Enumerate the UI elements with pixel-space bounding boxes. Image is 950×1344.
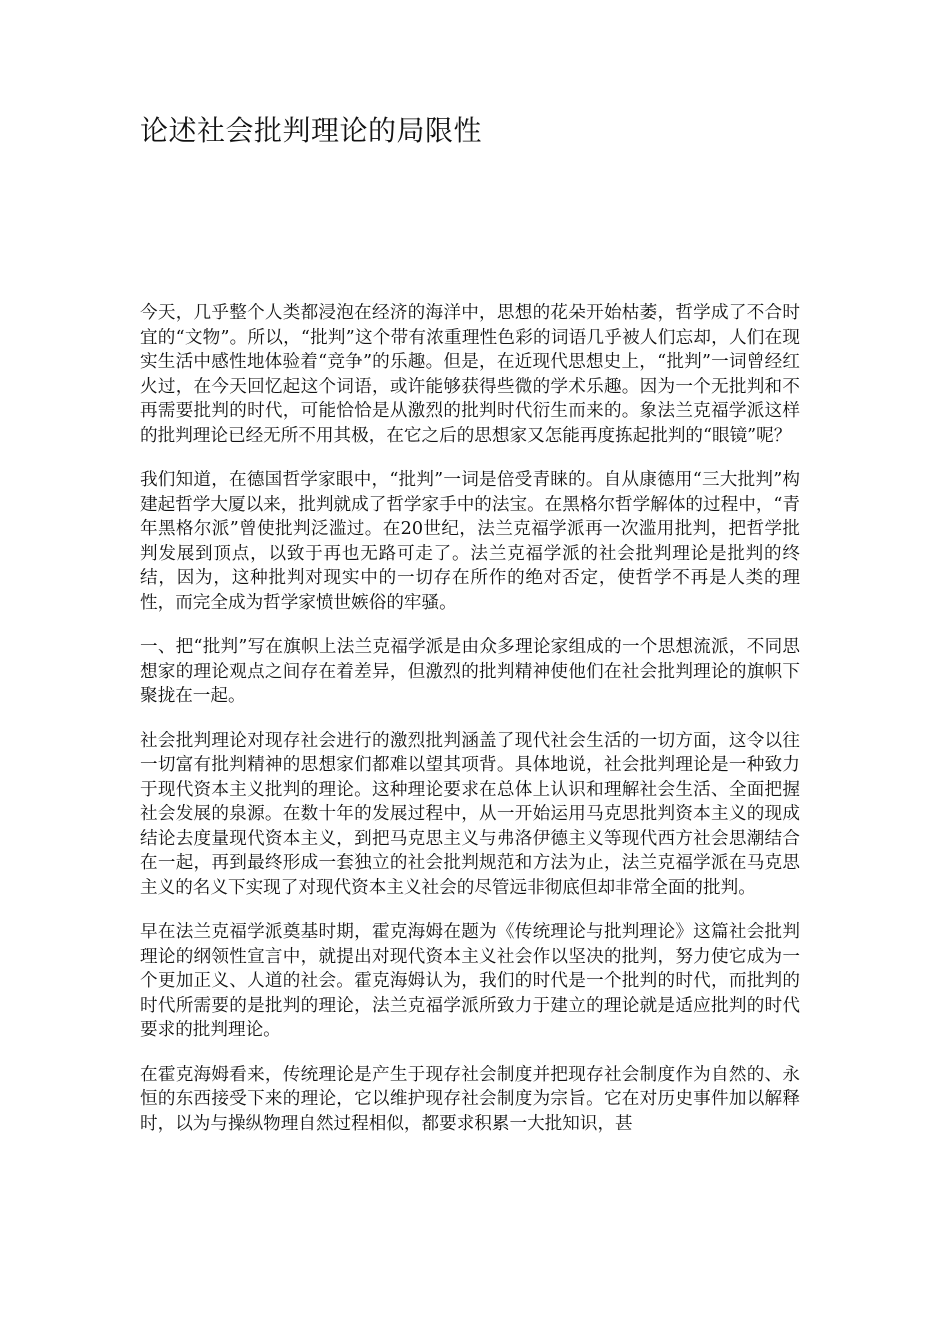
paragraph-4: 社会批判理论对现存社会进行的激烈批判涵盖了现代社会生活的一切方面，这令以往一切富有批判精神的思想家们都难以望其项背。具体地说，社会批判理论是一种致力于现代资本主义批判的理论。这种理论要求在总体上认识和理解社会生活、全面把握社会发展的泉源。在数十年的发展过程中，从一开始运用马克思批判资本主义的现成结论去度量现代资本主义，到把马克思主义与弗洛伊德主义等现代西方社会思潮结合在一起，再到最终形成一套独立的社会批判规范和方法为止，法兰克福学派在马克思主义的名义下实现了对现代资本主义社会的尽管远非彻底但却非常全面的批判。 — [140, 730, 800, 898]
paragraph-3: 一、把“批判”写在旗帜上法兰克福学派是由众多理论家组成的一个思想流派，不同思想家的理论观点之间存在着差异，但激烈的批判精神使他们在社会批判理论的旗帜下聚拢在一起。 — [140, 637, 800, 706]
document-title: 论述社会批判理论的局限性 — [140, 114, 483, 147]
document-body — [140, 301, 800, 1156]
paragraph-5: 早在法兰克福学派奠基时期，霍克海姆在题为《传统理论与批判理论》这篇社会批判理论的纲领性宣言中，就提出对现代资本主义社会作以坚决的批判，努力使它成为一个更加正义、人道的社会。霍克海姆认为，我们的时代是一个批判的时代，而批判的时代所需要的是批判的理论，法兰克福学派所致力于建立的理论就是适应批判的时代要求的批判理论。 — [140, 922, 800, 1040]
paragraph-6: 在霍克海姆看来，传统理论是产生于现存社会制度并把现存社会制度作为自然的、永恒的东西接受下来的理论，它以维护现存社会制度为宗旨。它在对历史事件加以解释时，以为与操纵物理自然过程相似，都要求积累一大批知识，甚 — [140, 1064, 800, 1134]
paragraph-2: 我们知道，在德国哲学家眼中，“批判”一词是倍受青睐的。自从康德用“三大批判”构建起哲学大厦以来，批判就成了哲学家手中的法宝。在黑格尔哲学解体的过程中，“青年黑格尔派”曾使批判泛滥过。在20世纪，法兰克福学派再一次滥用批判，把哲学批判发展到顶点，以致于再也无路可走了。法兰克福学派的社会批判理论是批判的终结，因为，这种批判对现实中的一切存在所作的绝对否定，使哲学不再是人类的理性，而完全成为哲学家愤世嫉俗的牢骚。 — [140, 470, 800, 613]
paragraph-1: 今天，几乎整个人类都浸泡在经济的海洋中，思想的花朵开始枯萎，哲学成了不合时宜的“文物”。所以，“批判”这个带有浓重理性色彩的词语几乎被人们忘却，人们在现实生活中感性地体验着“竞争”的乐趣。但是，在近现代思想史上，“批判”一词曾经红火过，在今天回忆起这个词语，或许能够获得些微的学术乐趣。因为一个无批判和不再需要批判的时代，可能恰恰是从激烈的批判时代衍生而来的。象法兰克福学派这样的批判理论已经无所不用其极，在它之后的思想家又怎能再度拣起批判的“眼镜”呢？ — [140, 303, 800, 446]
